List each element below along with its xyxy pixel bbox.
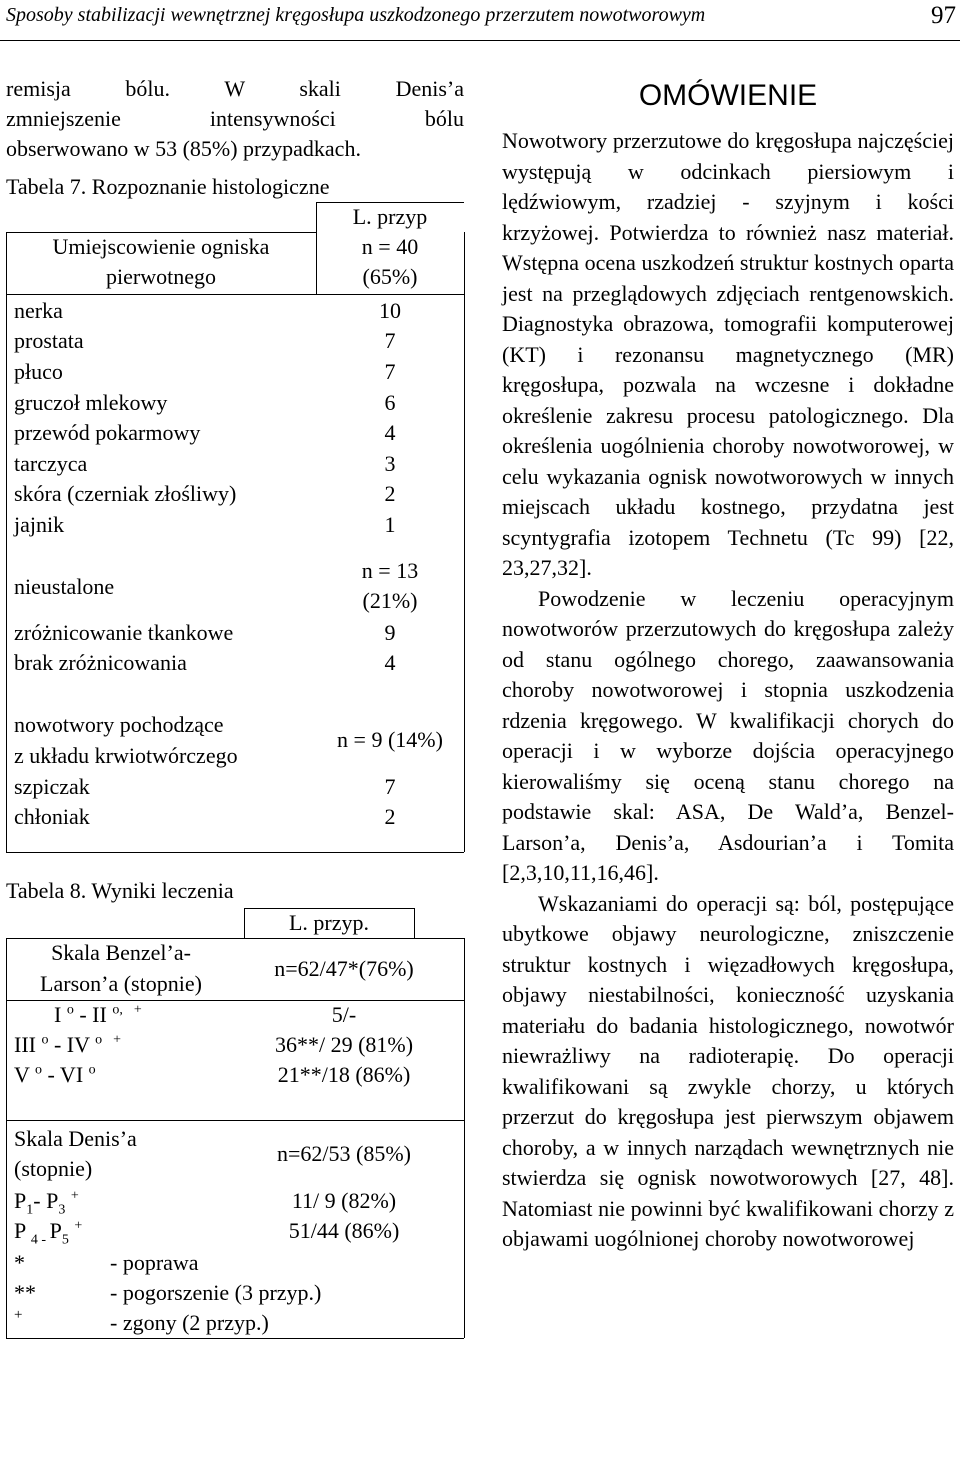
left-column	[6, 74, 464, 1388]
table8	[6, 908, 464, 1388]
table-row-value: 36**/ 29 (81%)	[274, 1032, 414, 1057]
table-row-label: płuco	[14, 359, 63, 384]
table-row-value: 11/ 9 (82%)	[291, 1188, 397, 1213]
table-row-value: 7	[384, 328, 396, 353]
benzel-grade-range: III $^o$ - IV $^o$ +	[14, 1032, 122, 1057]
table-row-value: 3	[384, 451, 396, 476]
table-row-value: 2	[384, 804, 396, 829]
paragraph: Powodzenie w leczeniu operacyjnym nowotworów przerzutowych do kręgosłupa zależy od stanu ogólnego chorego, zaawansowania choroby nowotworowej i stopnia uszkodzenia rdzenia kręgowego. W kwalifikacji chorych do operacji i w wyborze dojścia operacyjnego kierowaliśmy się oceną stanu chorego na podstawie skal: ASA, De Wald’a, Benzel-Larson’a, Denis’a, Asdourian’a i Tomita [2,3,10,11,16,46].	[502, 585, 954, 885]
intro-line: obserwowano w 53 (85%) przypadkach.	[6, 136, 361, 161]
table-row-label: nerka	[14, 298, 63, 323]
table-row-value: 2	[384, 481, 396, 506]
denis-label: Skala Denis’a	[14, 1126, 137, 1151]
legend-text: - zgony (2 przyp.)	[110, 1310, 269, 1335]
right-column	[502, 76, 954, 1255]
legend-text: - poprawa	[110, 1250, 199, 1275]
table-row-label: gruczoł mlekowy	[14, 390, 168, 415]
denis-grade-range: $P_1-$ $P_3$ +	[14, 1188, 79, 1218]
table7-row-header: pierwotnego	[106, 264, 216, 289]
table-row-value: 7	[384, 774, 396, 799]
denis-label: (stopnie)	[14, 1156, 93, 1181]
intro-line: remisja bólu. W skali Denis’a	[6, 76, 464, 101]
table-row-value: 9	[384, 620, 396, 645]
benzel-label: Larson’a (stopnie)	[40, 971, 202, 996]
group2-label: nieustalone	[14, 574, 115, 599]
table-row-label: jajnik	[14, 512, 65, 537]
table7-caption: Tabela 7. Rozpoznanie histologiczne	[6, 174, 330, 199]
table-row-value: 1	[384, 512, 396, 537]
table-row-value: 10	[379, 298, 401, 323]
table-row-label: prostata	[14, 328, 84, 353]
running-header	[0, 0, 960, 41]
table7	[6, 202, 464, 852]
table-row-value: 5/-	[331, 1002, 357, 1027]
page-number: 97	[931, 2, 956, 29]
benzel-grade-range: V $^o$ - VI $^o$	[14, 1062, 96, 1087]
table-row-value: 4	[384, 650, 396, 675]
benzel-label: Skala Benzel’a-	[51, 940, 191, 965]
table-row-value: 51/44 (86%)	[288, 1218, 400, 1243]
table-row-label: zróżnicowanie tkankowe	[14, 620, 234, 645]
group1-pct: (65%)	[362, 264, 418, 289]
group3-label: nowotwory pochodzące	[14, 712, 224, 737]
table7-row-header: Umiejscowienie ogniska	[52, 234, 270, 259]
table-row-value: 6	[384, 390, 396, 415]
table7-col-header: L. przyp	[352, 204, 428, 229]
running-title: Sposoby stabilizacji wewnętrznej kręgosłupa uszkodzonego przerzutem nowotworowym	[6, 4, 706, 26]
table-row-value: 7	[384, 359, 396, 384]
legend-mark: +	[14, 1307, 23, 1323]
group3-label: z układu krwiotwórczego	[14, 743, 238, 768]
table-row-value: 21**/18 (86%)	[277, 1062, 411, 1087]
table-row-label: przewód pokarmowy	[14, 420, 201, 445]
legend-text: - pogorszenie (3 przyp.)	[110, 1280, 322, 1305]
paragraph: Wskazaniami do operacji są: ból, postępujące ubytkowe objawy neurologiczne, zniszczenie struktur kostnych i więzadłowych kręgosłupa, objawy niestabilności, konieczność uzyskania materiału do badania histologicznego, nowotwór niewrażliwy na radioterapię. Do operacji kwalifikowani są zwykle chorzy, u których przerzut do kręgosłupa jest pierwszym objawem choroby, a w innych narządach wewnętrznych nie stwierdza się ognisk nowotworowych [27, 48]. Natomiast nie powinni być kwalifikowani chorzy z objawami uogólnionej choroby nowotworowej	[502, 890, 954, 1251]
group1-count: n = 40	[361, 234, 419, 259]
group3-count: n = 9 (14%)	[337, 727, 443, 752]
legend-mark: *	[14, 1250, 25, 1275]
table-row-label: szpiczak	[14, 774, 90, 799]
table8-col-header: L. przyp.	[288, 910, 370, 935]
table-row-value: 4	[384, 420, 396, 445]
table-row-label: skóra (czerniak złośliwy)	[14, 481, 237, 506]
group2-pct: (21%)	[362, 588, 418, 613]
legend-mark: **	[14, 1280, 36, 1305]
table8-caption: Tabela 8. Wyniki leczenia	[6, 878, 234, 903]
group2-count: n = 13	[361, 558, 419, 583]
benzel-value: n=62/47*(76%)	[274, 956, 414, 981]
table-row-label: tarczyca	[14, 451, 88, 476]
denis-grade-range: P $_4$ $_-$ $P_5$ +	[14, 1218, 83, 1248]
benzel-grade-range: I $^o$ - II $^{o,}$ +	[54, 1002, 142, 1027]
section-heading: OMÓWIENIE	[638, 79, 818, 112]
intro-line: zmniejszenie intensywności bólu	[6, 106, 464, 131]
denis-value: n=62/53 (85%)	[277, 1141, 411, 1166]
table-row-label: brak zróżnicowania	[14, 650, 187, 675]
paragraph: Nowotwory przerzutowe do kręgosłupa najczęściej występują w odcinkach piersiowym i lędźwiowym, rzadziej - szyjnym i kości krzyżowej. Potwierdza to również nasz materiał. Wstępna ocena uszkodzeń struktur kostnych oparta jest na przeglądowych zdjęciach rentgenowskich. Diagnostyka obrazowa, tomografii komputerowej (KT) i rezonansu magnetycznego (MR) kręgosłupa, pozwala na wczesne i dokładne określenie zakresu procesu patologicznego. Dla określenia uogólnienia choroby nowotworowej, w celu wykazania ognisk nowotworowych w innych miejscach układu kostnego, przydatna jest scyntygrafia izotopem Technetu (Tc 99) [22, 23,27,32].	[502, 128, 954, 580]
table-row-label: chłoniak	[14, 804, 90, 829]
